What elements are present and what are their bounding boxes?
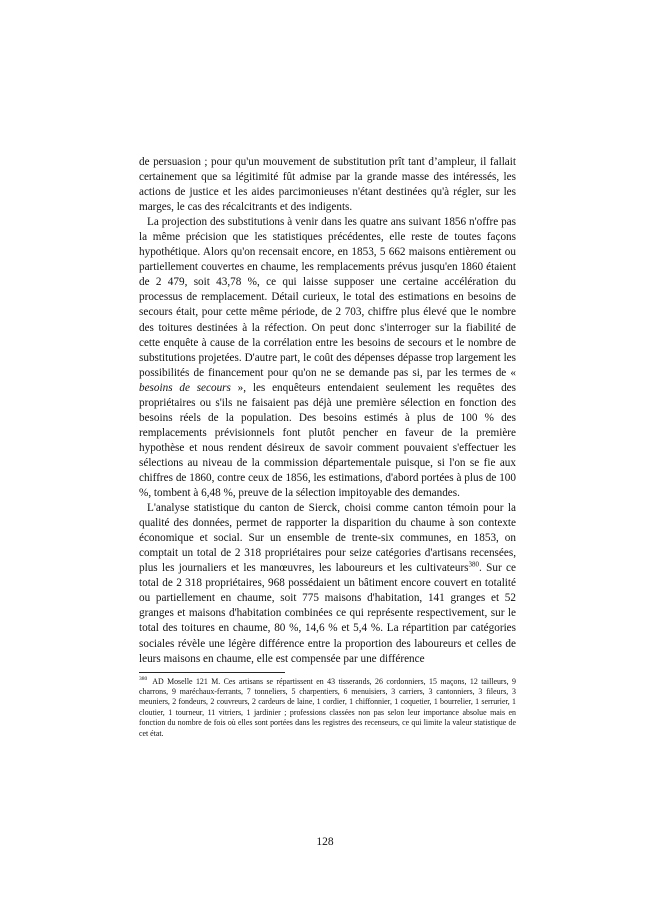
paragraph-3-text-a: L'analyse statistique du canton de Sierck, choisi comme canton témoin pour la qualité des données, permet de rapporter la disparition du chaume à son contexte économique et social. Sur un ensemble de trente-six communes, en 1853, on comptait un total de 2 318 propriétaires pour seize catégories d'artisans recensées, plus les journaliers et les manœuvres, les laboureurs et les cultivateurs (139, 502, 516, 575)
paragraph-2-emphasis: besoins de secours (139, 381, 231, 394)
paragraph-1: de persuasion ; pour qu'un mouvement de substitution prît tant d’ampleur, il fallait certainement que sa légitimité fût admise par la grande masse des intéressés, les actions de justice et les aides parcimonieuses n'étant destinées qu'à régler, sur les marges, le cas des récalcitrants et des indigents. (139, 156, 516, 214)
paragraph-2-text-b: », les enquêteurs entendaient seulement les requêtes des propriétaires ou s'ils ne faisaient pas déjà une première sélection en fonction des besoins réels de la population. Des besoins estimés à plus de 100 % des remplacements prévisionnels font plutôt pencher en faveur de la première hypothèse et nous rendent désireux de savoir comment pouvaient s'effectuer les sélections au niveau de la commission départementale puisque, si l'on se fie aux chiffres de 1860, contre ceux de 1856, les estimations, d'abord portées à plus de 100 %, tombent à 6,48 %, preuve de la sélection impitoyable des demandes. (139, 381, 516, 500)
footnote-text: AD Moselle 121 M. Ces artisans se répartissent en 43 tisserands, 26 cordonniers, 15 maçons, 12 tailleurs, 9 charrons, 9 maréchaux-ferrants, 7 tonneliers, 5 charpentiers, 6 menuisiers, 3 carriers, 3 cantonniers, 3 fileurs, 3 meuniers, 2 fondeurs, 2 couvreurs, 2 cardeurs de laine, 1 cordier, 1 chiffonnier, 1 coquetier, 1 bourrelier, 1 serrurier, 1 cloutier, 1 tourneur, 11 vitriers, 1 jardinier ; professions classées non pas selon leur importance absolue mais en fonction du nombre de fois où elles sont portées dans les registres des recenseurs, ce qui limite la valeur statistique de cet état. (139, 676, 516, 738)
paragraph-2-text-a: La projection des substitutions à venir dans les quatre ans suivant 1856 n'offre pas la même précision que les statistiques précédentes, elle reste de toutes façons hypothétique. Alors qu'on recensait encore, en 1853, 5 662 maisons entièrement ou partiellement couvertes en chaume, les remplacements prévus jusqu'en 1860 étaient de 2 479, soit 43,78 %, ce qui laisse supposer une certaine accélération du processus de remplacement. Détail curieux, le total des estimations en besoins de secours était, pour cette même période, de 2 703, chiffre plus élevé que le nombre des toitures destinées à la réfection. On peut donc s'interroger sur la fiabilité de cette enquête à cause de la corrélation entre les besoins de secours et le nombre de substitutions projetées. D'autre part, le coût des dépenses dépasse trop largement les possibilités de financement pour qu'on ne se demande pas si, par les termes de « (139, 216, 516, 379)
footnote-reference[interactable]: 380 (468, 560, 480, 569)
page-body (139, 155, 516, 739)
paragraph-3 (139, 501, 516, 667)
footnote-separator (139, 672, 285, 673)
page-number: 128 (316, 836, 334, 848)
paragraph-3-text-b: . Sur ce total de 2 318 propriétaires, 968 possédaient un bâtiment encore couvert en totalité ou partiellement en chaume, soit 775 maisons d'habitation, 141 granges et 52 granges et maisons d'habitation combinées ce qui représente respectivement, sur le total des toitures en chaume, 80 %, 14,6 % et 5,4 %. La répartition par catégories sociales révèle une légère différence entre la proportion des laboureurs et celles de leurs maisons en chaume, elle est compensée par une différence (139, 562, 516, 665)
footnote (139, 677, 516, 739)
paragraph-2 (139, 215, 516, 501)
footnote-number: 380 (139, 675, 148, 682)
